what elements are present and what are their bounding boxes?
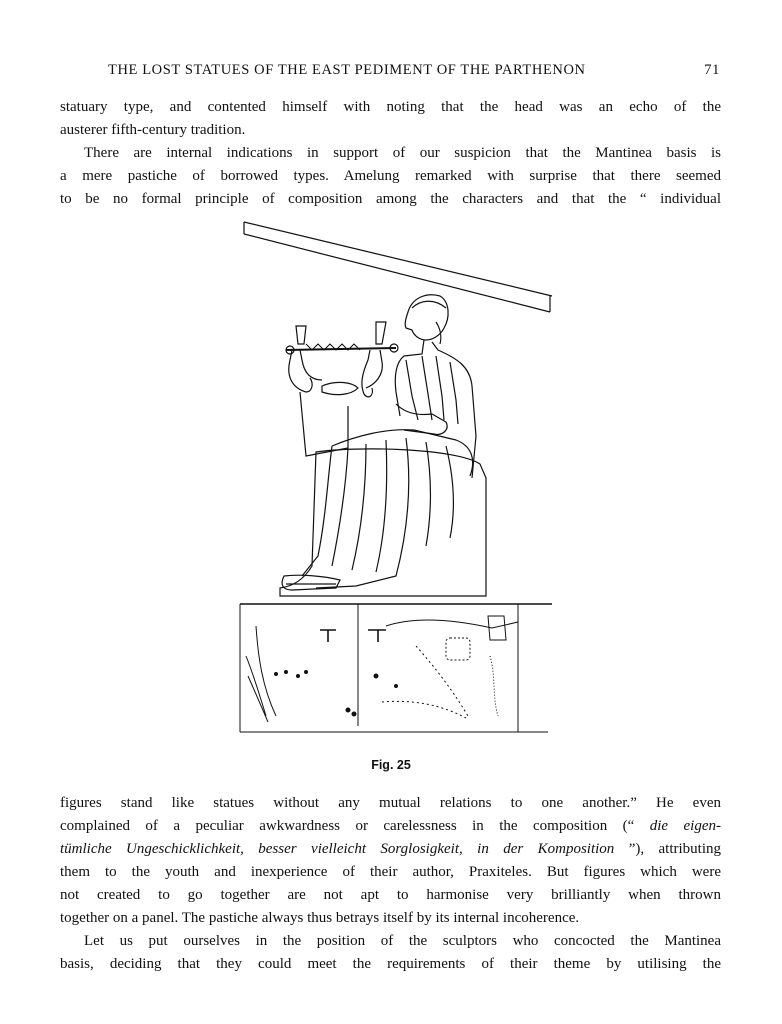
lyre (286, 322, 398, 456)
figure-caption: Fig. 25 (371, 758, 411, 772)
text-line: figures stand like statues without any mutual relations to one another.” He even (60, 795, 721, 811)
text-line: basis, deciding that they could meet the requirements of their theme by utilising the (60, 956, 721, 972)
text-line: There are internal indications in support of our suspicion that the Mantinea basis is (84, 145, 721, 161)
running-head (108, 62, 720, 79)
text-line: a mere pastiche of borrowed types. Amelung remarked with surprise that there seemed (60, 168, 721, 184)
german-quote: tümliche Ungeschicklichkeit, besser vielleicht Sorglosigkeit, in der Komposition (60, 841, 615, 857)
text-line: not created to go together are not apt to harmonise very brilliantly when thrown (60, 887, 721, 903)
paragraph-sculptors (60, 930, 721, 976)
text-fragment: complained of a peculiar awkwardness or carelessness in the composition (“ (60, 818, 650, 834)
lower-fragment (240, 604, 548, 732)
pediment-slope (244, 222, 552, 312)
figure-25-drawing (236, 216, 556, 740)
text-line: to be no formal principle of composition among the characters and that the “ individual (60, 191, 721, 207)
paragraph-continued (60, 96, 721, 142)
german-quote: die eigen- (649, 818, 721, 834)
seat-block (280, 449, 486, 596)
paragraph-pastiche (60, 142, 721, 211)
text-line: them to the youth and inexperience of their author, Praxiteles. But figures which were (60, 864, 721, 880)
running-title: THE LOST STATUES OF THE EAST PEDIMENT OF THE PARTHENON (108, 62, 586, 78)
text-line: together on a panel. The pastiche always thus betrays itself by its internal incoherence. (60, 910, 580, 926)
text-line (60, 838, 721, 861)
text-line (60, 815, 721, 838)
paragraph-amelung (60, 792, 721, 930)
text-fragment: ”), attributing (614, 841, 721, 857)
text-line: austerer fifth-century tradition. (60, 122, 246, 138)
text-line: Let us put ourselves in the position of the sculptors who concocted the Mantinea (84, 933, 721, 949)
page-number: 71 (704, 62, 720, 78)
seated-figure (282, 295, 476, 590)
text-line: statuary type, and contented himself with noting that the head was an echo of the (60, 99, 721, 115)
